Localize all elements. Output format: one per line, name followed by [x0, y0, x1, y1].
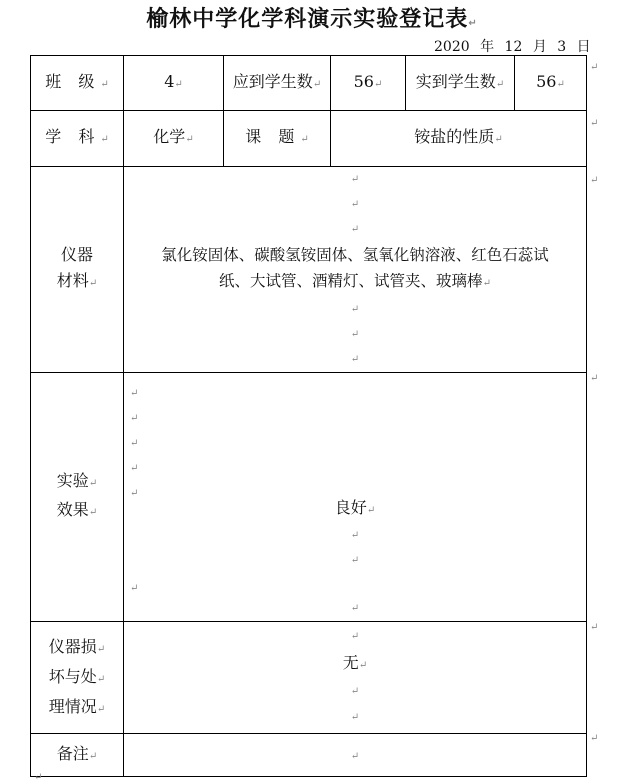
- topic-label: 课 题: [245, 127, 301, 146]
- expected-students-value: 56: [353, 71, 374, 91]
- damage-value-wrap: [124, 650, 586, 679]
- effect-label-cell: [31, 373, 124, 622]
- date-month: 12: [504, 39, 523, 55]
- experiment-log-table: [30, 55, 587, 777]
- class-label-cell: [31, 56, 124, 111]
- paragraph-mark: ↵: [174, 78, 183, 90]
- date-day: 3: [557, 39, 567, 55]
- class-value: 4: [164, 71, 175, 91]
- row-materials: [31, 167, 587, 373]
- expected-students-label: 应到学生数: [232, 71, 313, 91]
- paragraph-mark: ↵: [373, 78, 383, 90]
- remarks-value-cell: [124, 734, 587, 777]
- date-year-unit: 年: [480, 39, 495, 55]
- row-end-mark: ↵: [590, 118, 599, 129]
- effect-label-line1: [31, 468, 123, 497]
- date-year: 2020: [434, 39, 470, 55]
- paragraph-mark: ↵: [468, 18, 478, 29]
- row-end-mark: ↵: [590, 373, 599, 384]
- paragraph-mark: ↵: [495, 78, 505, 90]
- paragraph-mark: ↵: [350, 329, 360, 340]
- paragraph-mark: ↵: [130, 583, 139, 594]
- row-damage: [31, 622, 587, 734]
- row-end-mark: ↵: [590, 622, 599, 633]
- materials-text-line1: 氯化铵固体、碳酸氢铵固体、氢氧化钠溶液、红色石蕊试: [161, 246, 549, 264]
- expected-label-cell: [224, 56, 331, 111]
- paragraph-mark: ↵: [96, 703, 106, 715]
- paragraph-mark: ↵: [88, 478, 98, 489]
- topic-value: 铵盐的性质: [414, 127, 495, 146]
- effect-value-cell: [124, 373, 587, 622]
- title-text: 榆林中学化学科演示实验登记表: [146, 7, 469, 32]
- paragraph-mark: ↵: [350, 555, 360, 566]
- paragraph-mark: ↵: [350, 603, 360, 614]
- subject-label-cell: [31, 111, 124, 167]
- effect-label-line2: [31, 497, 123, 526]
- damage-value-cell: [124, 622, 587, 734]
- expected-value-cell: [331, 56, 406, 111]
- materials-label-text1: 仪器: [60, 245, 93, 264]
- paragraph-mark: ↵: [350, 750, 360, 762]
- paragraph-mark: ↵: [350, 354, 360, 365]
- paragraph-mark: ↵: [96, 643, 106, 655]
- subject-value: 化学: [153, 127, 186, 146]
- paragraph-mark: ↵: [556, 78, 565, 90]
- paragraph-mark: ↵: [88, 750, 98, 762]
- row-remarks: [31, 734, 587, 777]
- materials-text-line2-wrap: [124, 268, 586, 297]
- damage-label-line2: [31, 663, 123, 693]
- paragraph-mark: ↵: [130, 488, 139, 499]
- row-end-mark: ↵: [590, 733, 599, 744]
- materials-label-text2: 材料: [56, 271, 89, 290]
- paragraph-mark: ↵: [100, 134, 109, 145]
- materials-text-line2: 纸、大试管、酒精灯、试管夹、玻璃棒: [219, 272, 483, 290]
- paragraph-mark: ↵: [350, 304, 360, 315]
- paragraph-mark: ↵: [100, 78, 109, 90]
- paragraph-mark: ↵: [130, 388, 139, 399]
- row-subject-info: [31, 111, 587, 167]
- damage-label-cell: [31, 622, 124, 734]
- date-month-unit: 月: [532, 39, 547, 55]
- materials-label-line1: [31, 242, 123, 268]
- paragraph-mark: ↵: [358, 660, 368, 671]
- damage-value: 无: [342, 653, 359, 672]
- row-end-mark: ↵: [590, 62, 599, 73]
- paragraph-mark: ↵: [96, 673, 106, 685]
- paragraph-mark: ↵: [350, 712, 360, 723]
- row-class-info: [31, 56, 587, 111]
- damage-label-text1: 仪器损: [48, 636, 97, 656]
- effect-value: 良好: [334, 498, 367, 517]
- date-line: [434, 36, 597, 56]
- actual-value-cell: [515, 56, 587, 111]
- paragraph-mark: ↵: [350, 199, 360, 210]
- materials-label-line2: [31, 268, 123, 297]
- remarks-label: 备注: [56, 743, 89, 763]
- paragraph-mark: ↵: [130, 413, 139, 424]
- paragraph-mark: ↵: [88, 507, 98, 518]
- topic-value-cell: [331, 111, 587, 167]
- paragraph-mark: ↵: [130, 463, 139, 474]
- date-day-unit: 日: [576, 39, 591, 55]
- effect-label-text2: 效果: [56, 500, 89, 519]
- paragraph-mark: ↵: [350, 530, 360, 541]
- materials-value-cell: [124, 167, 587, 373]
- actual-students-label: 实到学生数: [415, 71, 496, 91]
- paragraph-mark: ↵: [350, 174, 360, 185]
- paragraph-mark: ↵: [88, 278, 98, 289]
- damage-label-line3: [31, 693, 123, 723]
- actual-label-cell: [406, 56, 515, 111]
- paragraph-mark: ↵: [130, 438, 139, 449]
- paragraph-mark: ↵: [366, 505, 376, 516]
- paragraph-mark: ↵: [185, 134, 194, 145]
- page-title: [0, 2, 624, 33]
- topic-label-cell: [224, 111, 331, 167]
- subject-label: 学 科: [45, 127, 101, 146]
- remarks-label-cell: [31, 734, 124, 777]
- row-effect: [31, 373, 587, 622]
- actual-students-value: 56: [536, 71, 557, 91]
- paragraph-mark: ↵: [494, 134, 503, 145]
- effect-value-wrap: [124, 495, 586, 524]
- paragraph-mark: ↵: [350, 686, 360, 697]
- doc-end-mark: ↵: [34, 772, 43, 783]
- damage-label-line1: [31, 633, 123, 663]
- damage-label-text3: 理情况: [48, 696, 97, 716]
- effect-label-text1: 实验: [56, 471, 89, 490]
- subject-value-cell: [124, 111, 224, 167]
- materials-label-cell: [31, 167, 124, 373]
- paragraph-mark: ↵: [350, 631, 360, 642]
- class-label: 班 级: [45, 71, 101, 91]
- row-end-mark: ↵: [590, 175, 599, 186]
- class-value-cell: [124, 56, 224, 111]
- damage-label-text2: 坏与处: [48, 666, 97, 686]
- paragraph-mark: ↵: [300, 134, 309, 145]
- paragraph-mark: ↵: [312, 78, 322, 90]
- paragraph-mark: ↵: [350, 224, 360, 235]
- paragraph-mark: ↵: [482, 278, 491, 289]
